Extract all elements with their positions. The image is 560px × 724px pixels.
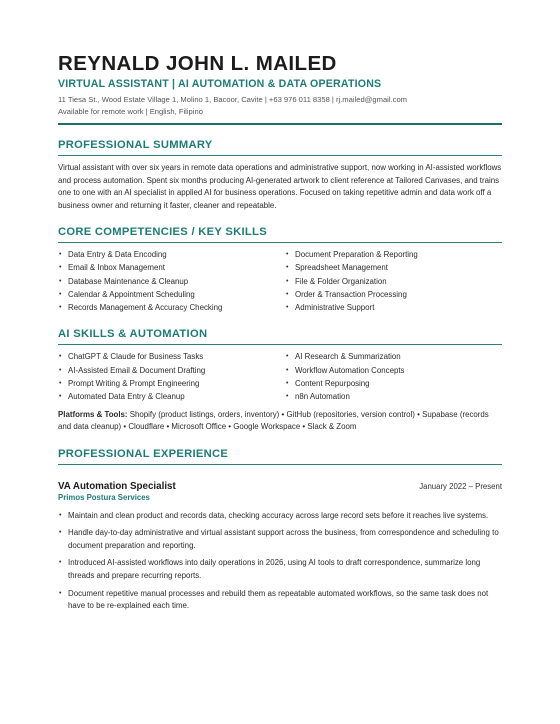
bullet-icon: •: [59, 290, 62, 298]
list-item-text: ChatGPT & Claude for Business Tasks: [68, 352, 204, 362]
list-item: [58, 350, 275, 363]
list-item: [58, 510, 502, 523]
ai-skills-section: [58, 327, 502, 433]
skills-list-right: [285, 248, 502, 314]
section-title: AI SKILLS & AUTOMATION: [58, 328, 208, 341]
bullet-icon: •: [286, 264, 289, 272]
list-item-text: Automated Data Entry & Cleanup: [68, 392, 185, 402]
bullet-icon: •: [59, 251, 62, 258]
section-divider: [58, 344, 502, 345]
list-item-text: Order & Transaction Processing: [295, 289, 407, 299]
list-item: [58, 301, 275, 314]
list-item: [285, 350, 502, 363]
bullet-icon: •: [286, 380, 289, 388]
list-item-text: Administrative Support: [295, 303, 375, 313]
bullet-icon: •: [59, 277, 62, 285]
ai-skills-list-left: [58, 350, 275, 403]
bullet-icon: •: [59, 264, 62, 272]
skills-list-left: [58, 248, 275, 314]
list-item: [285, 377, 502, 390]
platforms-text: Shopify (product listings, orders, inventory) • GitHub (repositories, version control) • Supabase (records and data cleanup) • Cloudflare • Microsoft Office • Google Workspace • Slack & Zoom: [58, 409, 489, 432]
list-item: [285, 288, 502, 301]
section-divider: [58, 242, 502, 243]
competencies-section: [58, 225, 502, 314]
section-title: PROFESSIONAL EXPERIENCE: [58, 447, 229, 460]
list-item: [285, 261, 502, 274]
list-item-text: Spreadsheet Management: [295, 263, 388, 273]
bullet-icon: •: [59, 393, 62, 401]
list-item-text: Data Entry & Data Encoding: [68, 250, 167, 259]
platforms-tools: [58, 409, 502, 434]
header-divider: [58, 123, 502, 125]
list-item-text: Handle day-to-day administrative and virtual assistant support across the business, from correspondence and scheduling to document preparation and reporting.: [68, 528, 499, 550]
list-item-text: Records Management & Accuracy Checking: [68, 303, 223, 313]
bullet-icon: •: [59, 589, 62, 597]
summary-text: Virtual assistant with over six years in remote data operations and administrative support, now working in AI-assisted workflows and process automation. Spent six months producing AI-generated artwork to client reference at Tailored Canvases, and trains one to one with an AI specialist in applied AI for business operations. Focused on taking repetitive admin and data work off a business owner and returning it faster, cleaner and repeatable.: [58, 163, 502, 210]
list-item: [58, 557, 502, 582]
list-item: [58, 288, 275, 301]
bullet-icon: •: [286, 277, 289, 285]
list-item: [285, 248, 502, 261]
summary-section: [58, 138, 502, 212]
list-item: [285, 364, 502, 377]
section-divider: [58, 464, 502, 465]
availability-line: Available for remote work | English, Filipino: [58, 107, 203, 116]
list-item-text: Prompt Writing & Prompt Engineering: [68, 379, 200, 389]
bullet-icon: •: [286, 353, 289, 361]
section-title: PROFESSIONAL SUMMARY: [58, 139, 213, 151]
list-item: [58, 261, 275, 274]
list-item: [58, 248, 275, 261]
experience-section: [58, 447, 502, 613]
bullet-icon: •: [59, 559, 62, 567]
list-item: [58, 275, 275, 288]
list-item: [58, 527, 502, 552]
list-item-text: Introduced AI-assisted workflows into daily operations in 2026, using AI tools to draft correspondence, summarize long threads and prepare recurring reports.: [68, 558, 481, 581]
list-item-text: AI-Assisted Email & Document Drafting: [68, 365, 206, 375]
bullet-icon: •: [286, 251, 289, 258]
company-name: Primos Postura Services: [58, 492, 150, 502]
list-item: [58, 364, 275, 377]
section-divider: [58, 155, 502, 156]
list-item: [285, 275, 502, 288]
platforms-label: Platforms & Tools:: [58, 409, 128, 419]
ai-skills-list-right: [285, 350, 502, 403]
list-item-text: Document repetitive manual processes and rebuild them as repeatable automated workflows, so the same task does not have to be re-explained each time.: [68, 588, 489, 611]
contact-line: 11 Tiesa St., Wood Estate Village 1, Molino 1, Bacoor, Cavite | +63 976 011 8358 | rj.mailed@gmail.com: [58, 95, 407, 104]
bullet-icon: •: [59, 353, 62, 361]
list-item-text: File & Folder Organization: [295, 276, 387, 286]
list-item-text: Content Repurposing: [295, 379, 370, 389]
list-item-text: Database Maintenance & Cleanup: [68, 276, 189, 286]
list-item: [285, 390, 502, 403]
list-item: [285, 301, 502, 314]
list-item-text: Document Preparation & Reporting: [295, 250, 418, 259]
section-title: CORE COMPETENCIES / KEY SKILLS: [58, 226, 267, 238]
bullet-icon: •: [286, 304, 289, 312]
bullet-icon: •: [59, 380, 62, 388]
bullet-icon: •: [286, 366, 289, 374]
job-dates: January 2022 – Present: [419, 481, 502, 491]
bullet-icon: •: [59, 366, 62, 374]
job-title: VA Automation Specialist: [58, 480, 176, 492]
list-item-text: AI Research & Summarization: [295, 352, 401, 362]
list-item: [58, 588, 502, 613]
bullet-icon: •: [59, 511, 62, 519]
list-item-text: Maintain and clean product and records data, checking accuracy across large record sets before it reaches live systems.: [68, 510, 489, 520]
list-item-text: n8n Automation: [295, 392, 350, 402]
headline: VIRTUAL ASSISTANT | AI AUTOMATION & DATA OPERATIONS: [58, 78, 382, 90]
bullet-icon: •: [286, 290, 289, 298]
bullet-icon: •: [59, 529, 62, 537]
list-item: [58, 390, 275, 403]
candidate-name: REYNALD JOHN L. MAILED: [58, 52, 337, 75]
job-bullets: [58, 510, 502, 613]
list-item-text: Email & Inbox Management: [68, 263, 165, 273]
list-item-text: Workflow Automation Concepts: [295, 365, 405, 375]
list-item-text: Calendar & Appointment Scheduling: [68, 289, 195, 299]
bullet-icon: •: [59, 304, 62, 312]
list-item: [58, 377, 275, 390]
bullet-icon: •: [286, 393, 289, 401]
